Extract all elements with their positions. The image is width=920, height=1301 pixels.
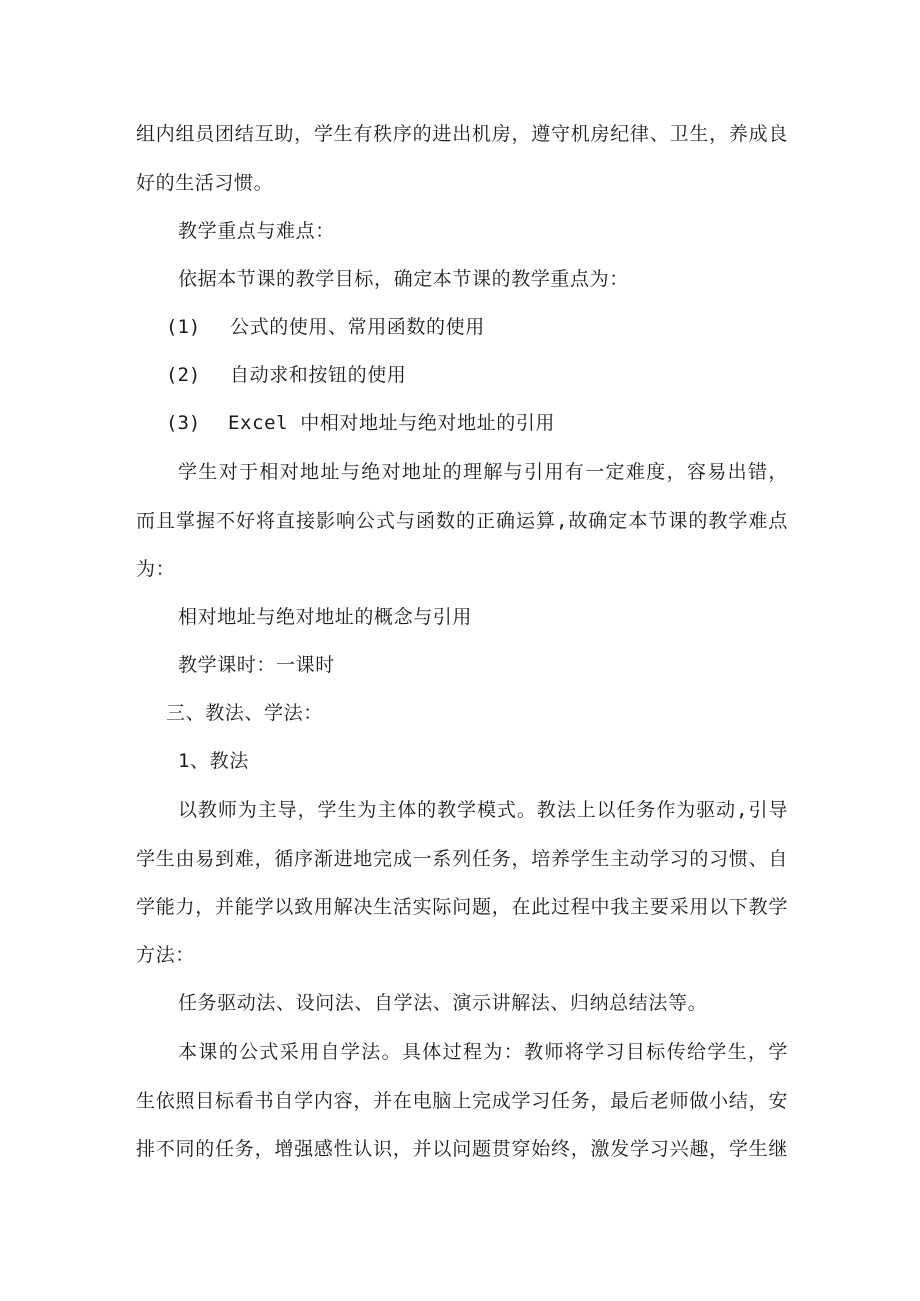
subsection-heading: 1、教法 (178, 750, 249, 772)
paragraph-line: 为： (136, 558, 176, 580)
paragraph-line: 组内组员团结互助，学生有秩序的进出机房，遵守机房纪律、卫生，养成良 (136, 123, 788, 145)
list-item-text: 公式的使用、常用函数的使用 (230, 316, 485, 338)
paragraph-line: 以教师为主导，学生为主体的教学模式。教法上以任务作为驱动,引导 (178, 799, 788, 821)
paragraph-line: 而且掌握不好将直接影响公式与函数的正确运算,故确定本节课的教学难点 (136, 510, 788, 532)
list-item-text: Excel 中相对地址与绝对地址的引用 (228, 412, 556, 434)
list-item-number: (3) (166, 412, 201, 434)
list-item-number: (2) (166, 364, 201, 386)
difficulty-point: 相对地址与绝对地址的概念与引用 (178, 606, 473, 628)
paragraph-line: 方法： (136, 944, 195, 966)
heading-key-points: 教学重点与难点： (178, 220, 335, 242)
list-item-text: 自动求和按钮的使用 (230, 364, 407, 386)
paragraph-line: 生依照目标看书自学内容，并在电脑上完成学习任务，最后老师做小结，安 (136, 1090, 788, 1112)
paragraph-line: 排不同的任务，增强感性认识，并以问题贯穿始终，激发学习兴趣，学生继 (136, 1138, 788, 1160)
paragraph-line: 学能力，并能学以致用解决生活实际问题，在此过程中我主要采用以下教学 (136, 896, 788, 918)
paragraph-line: 学生由易到难，循序渐进地完成一系列任务，培养学生主动学习的习惯、自 (136, 848, 788, 870)
list-item-number: (1) (166, 316, 201, 338)
intro-key-points: 依据本节课的教学目标，确定本节课的教学重点为： (178, 268, 629, 290)
class-hours: 教学课时：一课时 (178, 654, 335, 676)
methods-list: 任务驱动法、设问法、自学法、演示讲解法、归纳总结法等。 (178, 992, 708, 1014)
paragraph-line: 学生对于相对地址与绝对地址的理解与引用有一定难度，容易出错， (178, 461, 788, 483)
paragraph-line: 本课的公式采用自学法。具体过程为：教师将学习目标传给学生，学 (178, 1041, 788, 1063)
paragraph-line: 好的生活习惯。 (136, 172, 274, 194)
section-heading: 三、教法、学法： (166, 702, 323, 724)
